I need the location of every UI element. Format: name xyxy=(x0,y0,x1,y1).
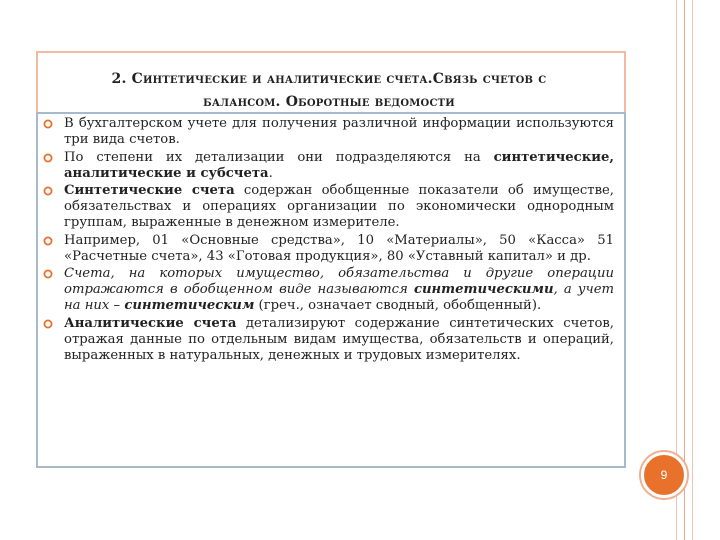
bullet-bold-term: Аналитические счета xyxy=(64,315,237,331)
ring-bullet-icon xyxy=(43,269,53,279)
bullet-italic-text: , а учет на них – xyxy=(64,282,615,313)
bullet-text: детализируют содержание синтетических счетов, отражая данные по отдельным видам имущества, обязательств и операций, выраженных в натуральных, денежных и трудовых измерителях. xyxy=(64,315,614,363)
list-item xyxy=(40,116,614,148)
bullet-italic-text: Счета, на которых имущество, обязательства и другие операции отражаются в обобщенном виде называются xyxy=(64,266,614,297)
decor-stripe xyxy=(684,0,685,540)
bullet-bold-term: синтетическим xyxy=(124,298,255,313)
bullet-text: содержан обобщенные показатели об имуществе, обязательствах и операциях организации по экономически однородным группам, выраженные в денежном измерителе. xyxy=(64,183,614,230)
ring-bullet-icon xyxy=(43,236,53,246)
list-item xyxy=(40,233,614,265)
ring-bullet-icon xyxy=(43,319,53,329)
bullet-bold-term: синтетические, аналитические и субсчета xyxy=(64,149,614,181)
page-number-badge: 9 xyxy=(641,452,687,498)
ring-bullet-icon xyxy=(43,153,53,163)
bullet-text: . xyxy=(268,165,273,181)
bullet-bold-term: Синтетические счета xyxy=(64,183,235,198)
slide-title-line2: балансом. Оборотные ведомости xyxy=(203,94,455,110)
list-item xyxy=(40,316,614,364)
bullet-list xyxy=(40,116,614,365)
ring-bullet-icon xyxy=(43,119,53,129)
slide-title xyxy=(44,68,614,114)
list-item xyxy=(40,266,614,314)
list-item xyxy=(40,183,614,231)
bullet-bold-term: синтетическими xyxy=(413,282,554,297)
bullet-text: В бухгалтерском учете для получения различной информации используются три вида счетов. xyxy=(64,116,614,147)
list-item xyxy=(40,150,614,182)
slide-title-line1: 2. Синтетические и аналитические счета.Связь счетов с xyxy=(111,71,547,87)
bullet-text: Например, 01 «Основные средства», 10 «Материалы», 50 «Касса» 51 «Расчетные счета», 43 «Готовая продукция», 80 «Уставный капитал» и др. xyxy=(64,232,614,264)
bullet-text: (греч., означает сводный, обобщенный). xyxy=(254,298,542,313)
decor-stripe xyxy=(692,0,693,540)
bullet-text: По степени их детализации они подразделяются на xyxy=(64,149,494,165)
ring-bullet-icon xyxy=(43,186,53,196)
